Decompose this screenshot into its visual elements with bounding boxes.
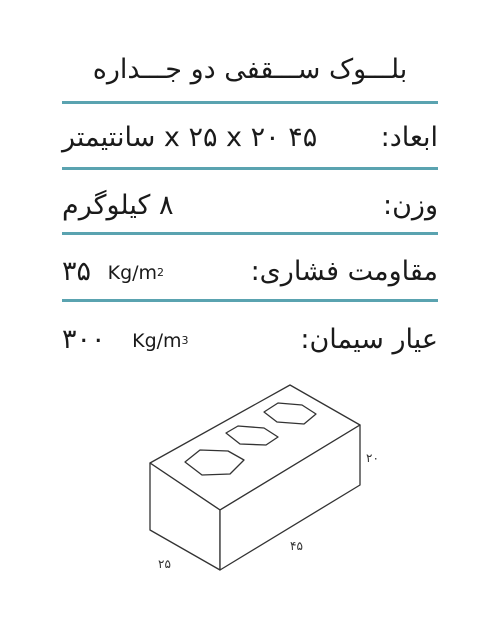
spec-row-dimensions xyxy=(62,110,438,166)
height-dimension-label: ۲۰ xyxy=(366,451,379,465)
dimensions-label: ابعاد: xyxy=(380,122,438,153)
strength-number: ۳۵ xyxy=(62,256,92,287)
weight-label: وزن: xyxy=(382,190,438,221)
weight-value: ۸ کیلوگرم xyxy=(62,190,174,221)
length-dimension-label: ۴۵ xyxy=(290,539,303,553)
strength-unit-text: Kg/m xyxy=(107,261,158,284)
cement-number: ۳۰۰ xyxy=(62,324,106,355)
cement-value xyxy=(62,320,189,361)
cement-unit-exponent: 3 xyxy=(181,333,189,347)
cement-unit xyxy=(132,321,188,361)
spec-row-weight xyxy=(62,178,438,234)
divider xyxy=(62,299,438,302)
strength-unit xyxy=(108,253,164,293)
cement-unit-text: Kg/m xyxy=(132,329,182,352)
spec-row-strength xyxy=(62,244,438,300)
spec-row-cement xyxy=(62,312,438,368)
title-row xyxy=(62,44,438,100)
dimensions-value: ۴۵ x ۲۵ x ۲۰ سانتیمتر xyxy=(62,122,318,153)
divider xyxy=(62,232,438,235)
divider xyxy=(62,101,438,104)
product-title: بلـــوک ســـقفی دو جـــداره xyxy=(92,54,408,85)
strength-value xyxy=(62,252,164,293)
cement-label: عیار سیمان: xyxy=(300,324,438,355)
hollow-block-illustration xyxy=(140,370,390,590)
width-dimension-label: ۲۵ xyxy=(158,557,171,571)
strength-label: مقاومت فشاری: xyxy=(250,256,438,287)
strength-unit-exponent: 2 xyxy=(157,265,165,279)
divider xyxy=(62,167,438,170)
